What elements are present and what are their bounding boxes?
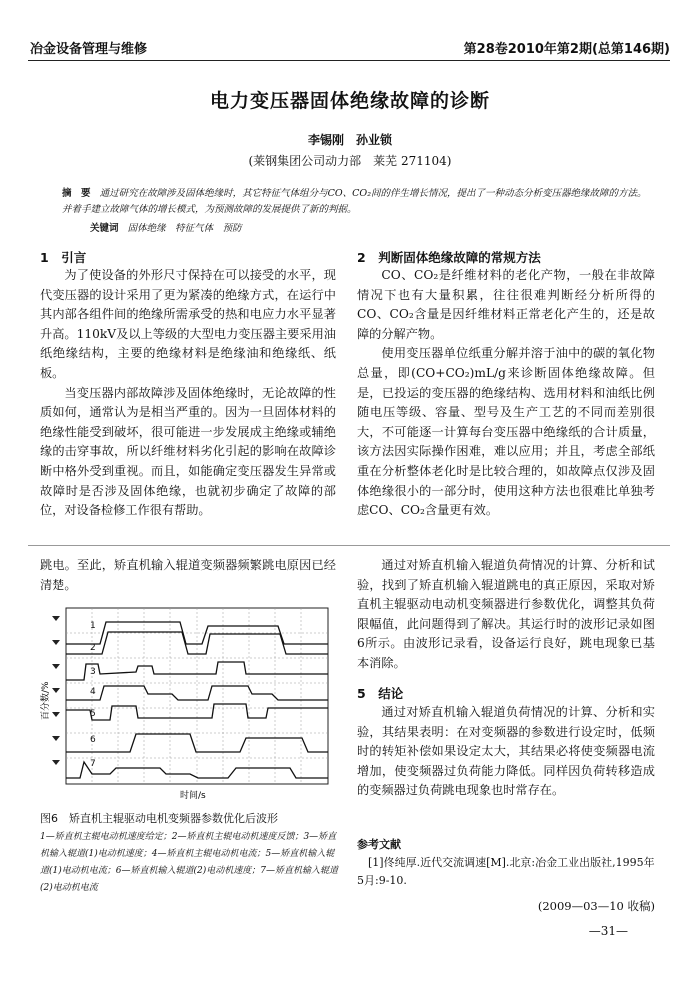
paragraph: CO、CO₂是纤维材料的老化产物，一般在非故障情况下也有大量积累，往往很难判断经分析所得的CO、CO₂含量是因纤维材料正常老化产生的，还是故障的分解产物。 — [357, 268, 655, 341]
paragraph: 使用变压器单位纸重分解并溶于油中的碳的氧化物总量，即(CO+CO₂)mL/g来诊断固体绝缘故障。但是，已投运的变压器的绝缘结构、选用材料和油纸比例随电压等级、容量、型号及生产工艺的不同而差别很大，不可能逐一计算每台变压器中绝缘纸的合计质量，该方法因实际操作困难，难以应用；并且，考虑全部纸重在分析整体老化时是比较合理的，如故障点仅涉及固体绝缘很小的一部分时，使用这种方法也很难比单独考虑CO、CO₂含量更有效。 — [357, 346, 655, 518]
y-axis-label: 百分数/% — [41, 681, 51, 720]
horizontal-grid — [66, 633, 328, 758]
paragraph: 当变压器内部故障涉及固体绝缘时，无论故障的性质如何，通常认为是相当严重的。因为一旦固体材料的绝缘性能受到破坏，很可能进一步发展成主绝缘或辅绝缘的击穿事故，所以纤维材料劣化引起的影响在故障诊断中格外受到重视。而且，如能确定变压器发生异常或故障时是否涉及固体绝缘，也就初步确定了故障的部位，对设备检修工作很有帮助。 — [40, 385, 336, 518]
keywords-text: 固体绝缘 特征气体 预防 — [127, 223, 242, 234]
curve-label-7: 7 — [90, 759, 96, 769]
paragraph: 通过对矫直机输入辊道负荷情况的计算、分析和试验，找到了矫直机输入辊道跳电的真正原因，采取对矫直机主辊驱动电动机变频器进行参数优化，调整其负荷限幅值，此问题得到了解决。其运行时的波形记录如图6所示。由波形记录看，设备运行良好，跳电现象已基本消除。 — [357, 558, 655, 670]
header-rule — [28, 60, 670, 61]
curve-label-3: 3 — [90, 667, 96, 677]
reference-item: [1]佟纯厚.近代交流调速[M].北京:冶金工业出版社,1995年5月:9-10. — [357, 856, 655, 887]
x-axis-label: 时间/s — [180, 791, 206, 801]
paragraph: 为了使设备的外形尺寸保持在可以接受的水平，现代变压器的设计采用了更为紧凑的绝缘方式，在运行中其内部各组件间的绝缘所需承受的热和电应力水平显著升高。110kV及以上等级的大型电力变压器主要采用油纸绝缘结构，主要的绝缘材料是绝缘油和绝缘纸、纸板。 — [40, 268, 336, 380]
waveform-chart — [40, 602, 336, 804]
lower-right-text — [357, 556, 655, 674]
section-divider — [28, 545, 670, 546]
figure-note: 1—矫直机主辊电动机速度给定；2—矫直机主辊电动机速度反馈；3—矫直机输入辊道(1)电动机速度；4—矫直机主辊电动机电流；5—矫直机输入辊道(1)电动机电流；6—矫直机输入辊道(2)电动机速度；7—矫直机输入辊道(2)电动机电流 — [40, 832, 338, 893]
paragraph: 跳电。至此，矫直机输入辊道变频器频繁跳电原因已经清楚。 — [40, 558, 336, 592]
curve-label-4: 4 — [90, 687, 96, 697]
affiliation: (莱钢集团公司动力部 莱芜 271104) — [248, 154, 452, 168]
channel-markers — [52, 616, 60, 765]
curve-label-2: 2 — [90, 643, 96, 653]
abstract-text: 通过研究在故障涉及固体绝缘时，其它特征气体组分与CO、CO₂间的伴生增长情况，提出了一种动态分析变压器绝缘故障的方法。并着手建立故障气体的增长模式，为预测故障的发展提供了新的判据。 — [62, 188, 647, 215]
waveform-figure — [40, 602, 336, 804]
curve-label-6: 6 — [90, 735, 96, 745]
keywords — [90, 221, 676, 237]
authors: 李锡刚 孙业锁 — [307, 133, 392, 147]
received-date: (2009—03—10 收稿) — [537, 899, 655, 913]
curve-labels — [90, 621, 96, 769]
paper-title: 电力变压器固体绝缘故障的诊断 — [209, 90, 490, 112]
keywords-label: 关键词 — [90, 223, 119, 234]
section5-body — [357, 703, 655, 801]
curve-label-5: 5 — [90, 709, 96, 719]
curve-2 — [66, 632, 328, 654]
page-number: —31— — [588, 924, 628, 938]
references-heading: 参考文献 — [357, 838, 401, 851]
section1-body — [40, 266, 336, 521]
abstract-label: 摘 要 — [62, 188, 91, 199]
lower-left-text — [40, 556, 336, 595]
section1-heading: 1 引言 — [40, 250, 87, 265]
figure-caption: 图6 矫直机主辊驱动电机变频器参数优化后波形 — [40, 812, 278, 825]
journal-name: 冶金设备管理与维修 — [30, 42, 148, 57]
paragraph: 通过对矫直机输入辊道负荷情况的计算、分析和实验，其结果表明：在对变频器的参数进行设定时，低频时的转矩补偿如果设定太大，其结果必将使变频器电流增加，使变频器过负荷能力降低。同样因负荷转移造成的变频器过负荷跳电现象也时常存在。 — [357, 705, 655, 798]
curve-label-1: 1 — [90, 621, 96, 631]
section2-heading: 2 判断固体绝缘故障的常规方法 — [357, 250, 541, 265]
section5-heading: 5 结论 — [357, 686, 404, 701]
section2-body — [357, 266, 655, 521]
issue-info: 第28卷2010年第2期(总第146期) — [463, 42, 670, 57]
abstract — [62, 186, 648, 218]
